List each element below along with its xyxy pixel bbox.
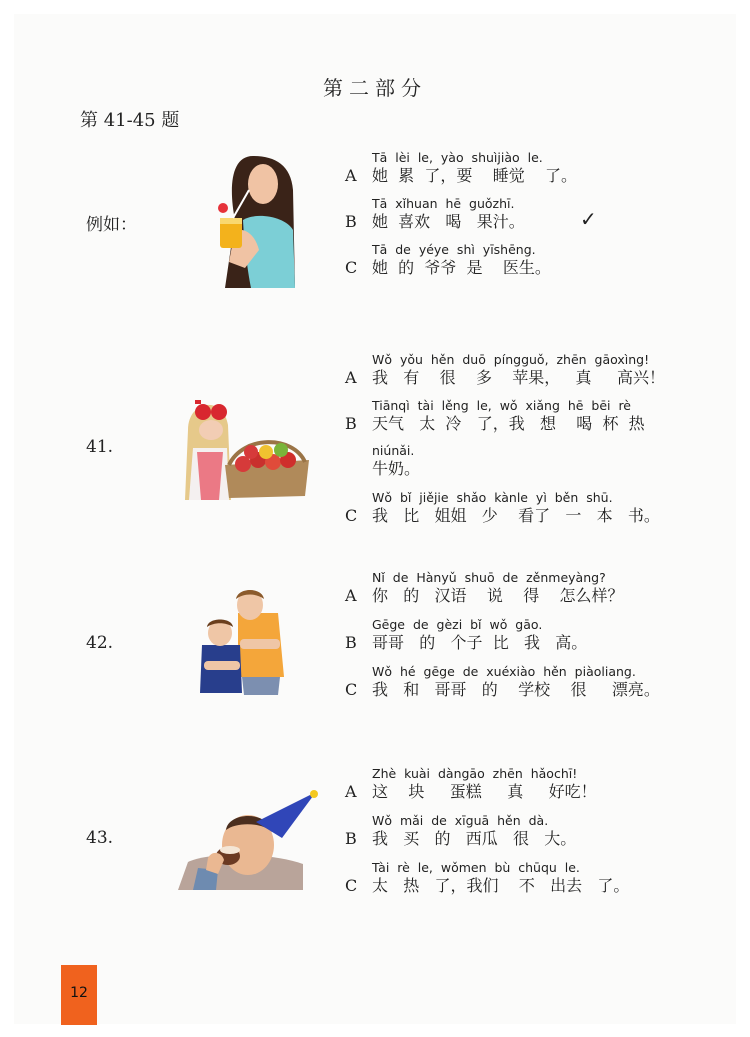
- hanzi: 太 热 了，我们 不 出去 了。: [372, 876, 630, 895]
- pinyin-continued: niúnǎi.: [372, 443, 415, 458]
- pinyin: Tiānqì tài lěng le, wǒ xiǎng hē bēi rè: [372, 398, 632, 413]
- pinyin: Tā xǐhuan hē guǒzhī.: [372, 196, 515, 211]
- q43-option-a[interactable]: [345, 766, 705, 803]
- hanzi: 我 和 哥哥 的 学校 很 漂亮。: [372, 680, 660, 699]
- option-letter: A: [345, 166, 357, 185]
- option-letter: C: [345, 876, 358, 895]
- option-letter: B: [345, 829, 357, 848]
- question-range-heading: 第 41-45 题: [80, 110, 180, 131]
- q41-option-a[interactable]: [345, 352, 705, 389]
- option-letter: C: [345, 258, 358, 277]
- photo-girl-with-apples: [183, 390, 313, 500]
- option-letter: A: [345, 586, 357, 605]
- example-label: 例如：: [86, 215, 137, 235]
- q43-option-c[interactable]: [345, 860, 705, 897]
- hanzi: 我 比 姐姐 少 看了 一 本 书。: [372, 506, 660, 525]
- hanzi: 她 喜欢 喝 果汁。: [372, 212, 525, 231]
- photo-two-brothers: [198, 585, 286, 695]
- option-letter: C: [345, 506, 358, 525]
- pinyin: Wǒ bǐ jiějie shǎo kànle yì běn shū.: [372, 490, 613, 505]
- option-letter: C: [345, 680, 358, 699]
- photo-girl-drinking-juice: [205, 150, 295, 288]
- option-letter: A: [345, 782, 357, 801]
- example-option-b[interactable]: [345, 196, 705, 233]
- page-number-tab: 12: [61, 965, 97, 1025]
- hanzi: 她 的 爷爷 是 医生。: [372, 258, 551, 277]
- question-number-42: 42.: [86, 633, 114, 653]
- pinyin: Zhè kuài dàngāo zhēn hǎochī!: [372, 766, 578, 781]
- pinyin: Wǒ hé gēge de xuéxiào hěn piàoliang.: [372, 664, 636, 679]
- example-option-a[interactable]: [345, 150, 705, 187]
- hanzi: 你 的 汉语 说 得 怎么样？: [372, 586, 624, 605]
- q43-option-b[interactable]: [345, 813, 705, 850]
- q42-option-a[interactable]: [345, 570, 705, 607]
- pinyin: Tài rè le, wǒmen bù chūqu le.: [372, 860, 580, 875]
- q41-option-c[interactable]: [345, 490, 705, 527]
- pinyin: Nǐ de Hànyǔ shuō de zěnmeyàng?: [372, 570, 606, 585]
- option-letter: B: [345, 212, 357, 231]
- option-letter: A: [345, 368, 357, 387]
- pinyin: Wǒ yǒu hěn duō píngguǒ, zhēn gāoxìng!: [372, 352, 650, 367]
- photo-man-eating-cake: [178, 790, 318, 890]
- question-number-43: 43.: [86, 828, 114, 848]
- q42-option-b[interactable]: [345, 617, 705, 654]
- pinyin: Wǒ mǎi de xīguā hěn dà.: [372, 813, 549, 828]
- pinyin: Gēge de gèzi bǐ wǒ gāo.: [372, 617, 543, 632]
- hanzi: 我 有 很 多 苹果， 真 高兴！: [372, 368, 665, 387]
- question-number-41: 41.: [86, 437, 114, 457]
- q41-option-b[interactable]: [345, 398, 705, 480]
- hanzi: 她 累 了，要 睡觉 了。: [372, 166, 578, 185]
- option-letter: B: [345, 633, 357, 652]
- hanzi: 我 买 的 西瓜 很 大。: [372, 829, 577, 848]
- pinyin: Tā de yéye shì yīshēng.: [372, 242, 536, 257]
- option-letter: B: [345, 414, 357, 433]
- hanzi: 这 块 蛋糕 真 好吃！: [372, 782, 597, 801]
- q42-option-c[interactable]: [345, 664, 705, 701]
- hanzi: 哥哥 的 个子 比 我 高。: [372, 633, 588, 652]
- check-mark-icon: ✓: [580, 207, 597, 231]
- pinyin: Tā lèi le, yào shuìjiào le.: [372, 150, 543, 165]
- hanzi-continued: 牛奶。: [372, 459, 421, 478]
- example-option-c[interactable]: [345, 242, 705, 279]
- hanzi: 天气 太 冷 了，我 想 喝 杯 热: [372, 414, 645, 433]
- section-title: 第二部分: [323, 76, 427, 100]
